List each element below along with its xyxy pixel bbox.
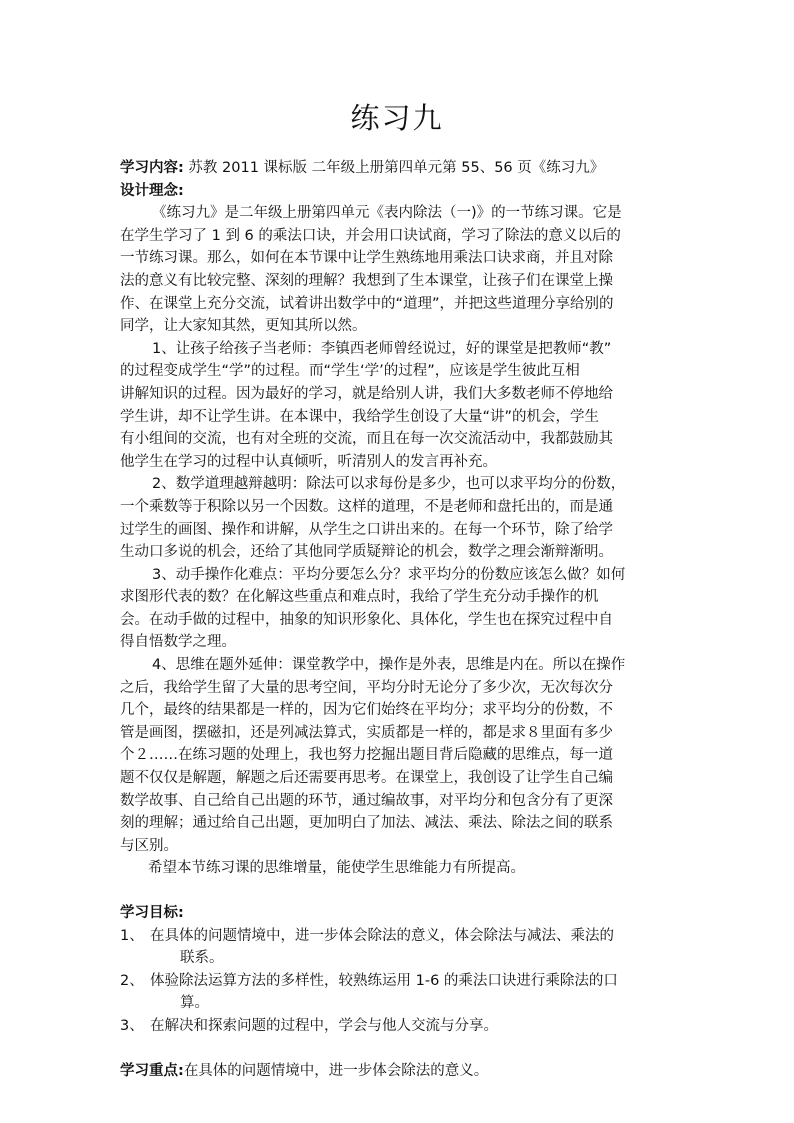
document-body bbox=[120, 157, 676, 1082]
point-line: 4、思维在题外延伸：课堂教学中，操作是外表，思维是内在。所以在操作 bbox=[152, 657, 626, 674]
goal-number: 2、 bbox=[120, 972, 144, 989]
key-point-label: 学习重点: bbox=[120, 1062, 184, 1079]
section-spacer bbox=[120, 1038, 676, 1060]
point-line: 几个，最终的结果都是一样的，因为它们始终在平均分；求平均分的份数，不 bbox=[120, 702, 613, 719]
point-line: 会。在动手做的过程中，抽象的知识形象化、具体化，学生也在探究过程中自 bbox=[120, 611, 613, 628]
point-line: 过学生的画图、操作和讲解，从学生之口讲出来的。在每一个环节，除了给学 bbox=[120, 521, 613, 538]
point-line: 学生讲，却不让学生讲。在本课中，我给学生创设了大量“讲”的机会，学生 bbox=[120, 408, 600, 425]
point-line: 2、数学道理越辩越明：除法可以求每份是多少，也可以求平均分的份数， bbox=[152, 476, 626, 493]
intro-line: 作、在课堂上充分交流，试着讲出数学中的“道理”，并把这些道理分享给别的 bbox=[120, 295, 614, 312]
point-line: 讲解知识的过程。因为最好的学习，就是给别人讲，我们大多数老师不停地给 bbox=[120, 385, 613, 402]
point-line: 得自悟数学之理。 bbox=[120, 634, 236, 651]
point-line: 数学故事、自己给自己出题的环节，通过编故事，对平均分和包含分有了更深 bbox=[120, 792, 613, 809]
point-line: 1、让孩子给孩子当老师：李镇西老师曾经说过，好的课堂是把教师“教” bbox=[152, 340, 612, 357]
key-point-text: 在具体的问题情境中，进一步体会除法的意义。 bbox=[183, 1062, 489, 1079]
point-line: 与区别。 bbox=[120, 837, 178, 854]
point-4-paragraph bbox=[120, 654, 676, 857]
intro-paragraph bbox=[120, 202, 676, 338]
point-line: 管是画图，摆磁扣，还是列减法算式，实质都是一样的，都是求８里面有多少 bbox=[120, 724, 613, 741]
goal-item bbox=[120, 970, 676, 1015]
point-line: 之后，我给学生留了大量的思考空间，平均分时无论分了多少次，无次每次分 bbox=[120, 679, 613, 696]
key-point-line bbox=[120, 1060, 676, 1083]
design-concept-label: 设计理念: bbox=[120, 182, 184, 199]
learning-content-line bbox=[120, 157, 676, 180]
section-spacer bbox=[120, 880, 676, 902]
point-line: 一个乘数等于积除以另一个因数。这样的道理，不是老师和盘托出的，而是通 bbox=[120, 498, 613, 515]
point-line: 刻的理解；通过给自己出题，更加明白了加法、减法、乘法、除法之间的联系 bbox=[120, 815, 613, 832]
goal-item bbox=[120, 1015, 676, 1038]
goal-line: 在具体的问题情境中，进一步体会除法的意义，体会除法与减法、乘法的 bbox=[150, 927, 614, 944]
goal-line: 算。 bbox=[180, 995, 209, 1012]
goal-number: 3、 bbox=[120, 1017, 144, 1034]
point-1-paragraph bbox=[120, 338, 676, 474]
goal-item bbox=[120, 925, 676, 970]
learning-content-label: 学习内容: bbox=[120, 160, 184, 176]
learning-goals-label: 学习目标: bbox=[120, 905, 184, 921]
learning-content-text: 苏教 2011 课标版 二年级上册第四单元第 55、56 页《练习九》 bbox=[183, 160, 605, 176]
closing-sentence: 希望本节练习课的思维增量，能使学生思维能力有所提高。 bbox=[148, 860, 525, 877]
point-line: 求图形代表的数？在化解这些重点和难点时，我给了学生充分动手操作的机 bbox=[120, 589, 599, 606]
point-line: 的过程变成学生“学”的过程。而“学生‘学’的过程”，应该是学生彼此互相 bbox=[120, 363, 580, 380]
intro-line: 在学生学习了 1 到 6 的乘法口诀，并会用口诀试商，学习了除法的意义以后的 bbox=[120, 227, 621, 244]
goal-line: 体验除法运算方法的多样性，较熟练运用 1-6 的乘法口诀进行乘除法的口 bbox=[150, 972, 618, 989]
point-3-paragraph bbox=[120, 564, 676, 654]
goal-line: 联系。 bbox=[180, 950, 224, 967]
page-title: 练习九 bbox=[350, 101, 444, 135]
point-line: 他学生在学习的过程中认真倾听，听清别人的发言再补充。 bbox=[120, 453, 497, 470]
point-line: 生动口多说的机会，还给了其他同学质疑辩论的机会，数学之理会渐辩渐明。 bbox=[120, 544, 613, 561]
point-line: 3、动手操作化难点：平均分要怎么分？求平均分的份数应该怎么做？如何 bbox=[152, 566, 626, 583]
intro-line: 法的意义有比较完整、深刻的理解？我想到了生本课堂，让孩子们在课堂上操 bbox=[120, 272, 613, 289]
intro-line: 一节练习课。那么，如何在本节课中让学生熟练地用乘法口诀求商，并且对除 bbox=[120, 250, 613, 267]
point-line: 个２……在练习题的处理上，我也努力挖掘出题目背后隐藏的思维点，每一道 bbox=[120, 747, 613, 764]
goal-line: 在解决和探索问题的过程中，学会与他人交流与分享。 bbox=[150, 1017, 498, 1034]
point-2-paragraph bbox=[120, 473, 676, 563]
point-line: 有小组间的交流，也有对全班的交流，而且在每一次交流活动中，我都鼓励其 bbox=[120, 431, 613, 448]
point-line: 题不仅仅是解题，解题之后还需要再思考。在课堂上，我创设了让学生自己编 bbox=[120, 770, 613, 787]
goal-number: 1、 bbox=[120, 927, 144, 944]
intro-line: 同学，让大家知其然，更知其所以然。 bbox=[120, 318, 367, 335]
intro-line: 《练习九》是二年级上册第四单元《表内除法（一)》的一节练习课。它是 bbox=[152, 205, 622, 222]
